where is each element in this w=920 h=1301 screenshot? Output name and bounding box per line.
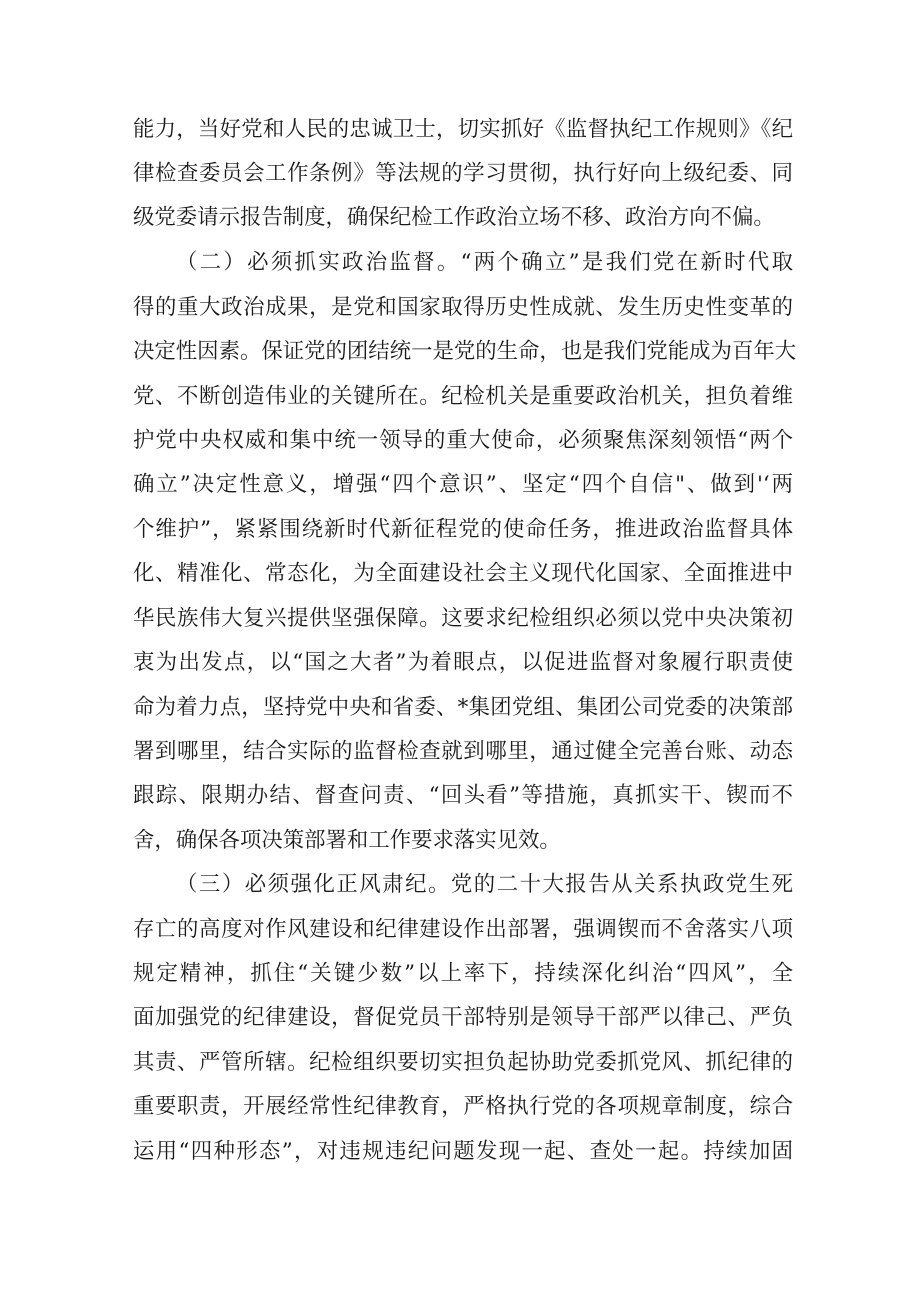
text-line: 得的重大政治成果，是党和国家取得历史性成就、发生历史性变革的 bbox=[133, 295, 793, 320]
text-line: 运用“四种形态”，对违规违纪问题发现一起、查处一起。持续加固 bbox=[133, 1139, 793, 1164]
text-line: （三）必须强化正风肃纪。党的二十大报告从关系执政党生死 bbox=[176, 872, 793, 897]
text-line: 个维护”，紧紧围绕新时代新征程党的使命任务，推进政治监督具体 bbox=[133, 517, 793, 542]
text-line: 署到哪里，结合实际的监督检查就到哪里，通过健全完善台账、动态 bbox=[133, 739, 793, 764]
text-line: 衷为出发点，以“国之大者”为着眼点，以促进监督对象履行职责使 bbox=[133, 650, 793, 675]
text-line: （二）必须抓实政治监督。“两个确立”是我们党在新时代取 bbox=[176, 250, 793, 275]
text-line: 其责、严管所辖。纪检组织要切实担负起协助党委抓党风、抓纪律的 bbox=[133, 1050, 793, 1075]
text-line: 护党中央权威和集中统一领导的重大使命，必须聚焦深刻领悟“两个 bbox=[133, 428, 793, 453]
text-line: 面加强党的纪律建设，督促党员干部特别是领导干部严以律己、严负 bbox=[133, 1005, 793, 1030]
text-line: 重要职责，开展经常性纪律教育，严格执行党的各项规章制度，综合 bbox=[133, 1094, 793, 1119]
text-line: 决定性因素。保证党的团结统一是党的生命，也是我们党能成为百年大 bbox=[133, 339, 797, 364]
text-line: 命为着力点，坚持党中央和省委、*集团党组、集团公司党委的决策部 bbox=[133, 695, 793, 720]
text-line: 规定精神，抓住“关键少数”以上率下，持续深化纠治“四风”，全 bbox=[133, 961, 793, 986]
text-line: 跟踪、限期办结、督查问责、“回头看”等措施，真抓实干、锲而不 bbox=[133, 783, 793, 808]
text-line: 能力，当好党和人民的忠诚卫士，切实抓好《监督执纪工作规则》《纪 bbox=[133, 117, 793, 142]
text-line: 舍，确保各项决策部署和工作要求落实见效。 bbox=[133, 828, 561, 853]
text-line: 律检查委员会工作条例》等法规的学习贯彻，执行好向上级纪委、同 bbox=[133, 161, 793, 186]
text-line: 党、不断创造伟业的关键所在。纪检机关是重要政治机关，担负着维 bbox=[133, 384, 793, 409]
text-line: 确立”决定性意义，增强“四个意识”、坚定“四个自信"、做到'‘两 bbox=[133, 472, 793, 497]
text-line: 级党委请示报告制度，确保纪检工作政治立场不移、政治方向不偏。 bbox=[133, 205, 775, 230]
text-line: 华民族伟大复兴提供坚强保障。这要求纪检组织必须以党中央决策初 bbox=[133, 606, 793, 631]
text-line: 存亡的高度对作风建设和纪律建设作出部署，强调锲而不舍落实八项 bbox=[133, 917, 793, 942]
text-line: 化、精准化、常态化，为全面建设社会主义现代化国家、全面推进中 bbox=[133, 561, 793, 586]
